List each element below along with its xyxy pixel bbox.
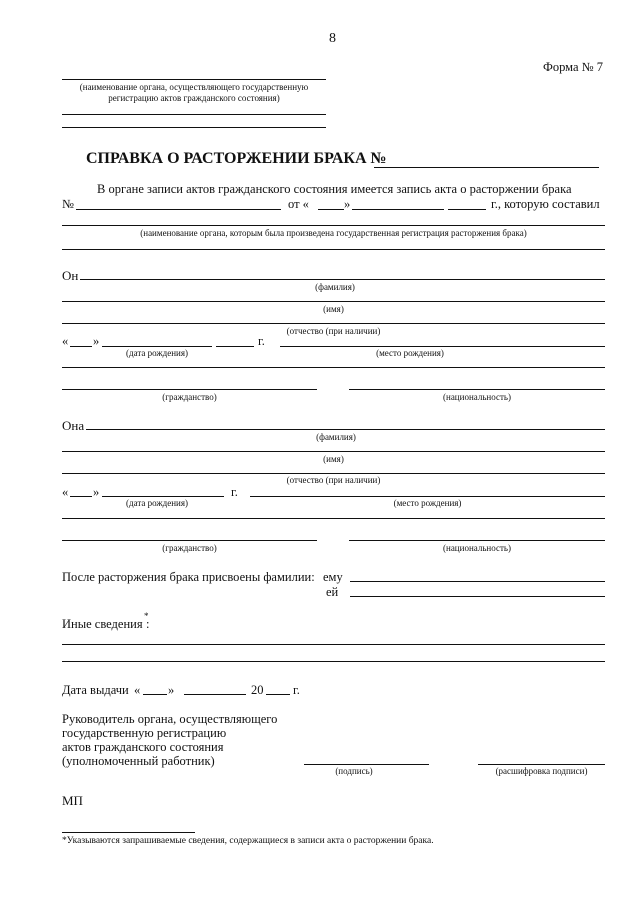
- she-name-field[interactable]: [62, 451, 605, 452]
- issuer-line-3[interactable]: [62, 127, 326, 128]
- she-dob-day-field[interactable]: [70, 496, 92, 497]
- signature-caption: (подпись): [335, 766, 373, 776]
- record-day-field[interactable]: [318, 209, 344, 210]
- issuer-line-2[interactable]: [62, 114, 326, 115]
- footnote-separator: [62, 832, 195, 833]
- record-number-label: №: [62, 197, 74, 211]
- certificate-number-field[interactable]: [374, 167, 599, 168]
- he-dob-month-field[interactable]: [102, 346, 212, 347]
- she-patronymic-caption: (отчество (при наличии): [286, 475, 381, 485]
- he-name-field[interactable]: [62, 301, 605, 302]
- she-dob-quote-close: »: [93, 485, 100, 499]
- footnote-text: *Указываются запрашиваемые сведения, содержащиеся в записи акта о расторжении брака.: [62, 836, 434, 846]
- record-month-field[interactable]: [352, 209, 444, 210]
- issue-date-quote-open: «: [134, 683, 141, 697]
- he-nationality-field[interactable]: [349, 389, 605, 390]
- he-pob-field[interactable]: [280, 346, 605, 347]
- intro-text: В органе записи актов гражданского состояния имеется запись акта о расторжении брака: [97, 182, 572, 196]
- other-info-label: Иные сведения: [62, 617, 143, 631]
- she-dob-year-mark: г.: [231, 485, 238, 499]
- he-dob-year-mark: г.: [258, 334, 265, 348]
- she-pob-field-2[interactable]: [62, 518, 605, 519]
- other-info-asterisk: *: [144, 611, 149, 621]
- he-patronymic-field[interactable]: [62, 323, 605, 324]
- other-info-field-1[interactable]: [62, 644, 605, 645]
- form-number: Форма № 7: [543, 60, 603, 74]
- issue-day-field[interactable]: [143, 694, 167, 695]
- he-surname-caption: (фамилия): [315, 282, 355, 292]
- he-dob-quote-open: «: [62, 334, 69, 348]
- she-nationality-field[interactable]: [349, 540, 605, 541]
- signature-decoding-caption: (расшифровка подписи): [495, 766, 588, 776]
- issuer-line[interactable]: [62, 79, 326, 80]
- stamp-place: МП: [62, 793, 83, 808]
- she-label: Она: [62, 418, 85, 433]
- signature-field[interactable]: [304, 764, 429, 765]
- she-name-caption: (имя): [323, 454, 344, 464]
- record-quote-close: »: [344, 197, 351, 211]
- registering-body-field-2[interactable]: [62, 249, 605, 250]
- registering-body-field[interactable]: [62, 225, 605, 226]
- she-patronymic-field[interactable]: [62, 473, 605, 474]
- signature-decoding-field[interactable]: [478, 764, 605, 765]
- head-line-3: актов гражданского состояния: [62, 740, 224, 754]
- surnames-after-label: После расторжения брака присвоены фамилии:: [62, 570, 315, 584]
- she-dob-month-field[interactable]: [102, 496, 224, 497]
- she-pob-caption: (место рождения): [393, 498, 462, 508]
- record-date-from-label: от «: [288, 197, 309, 211]
- he-label: Он: [62, 268, 79, 283]
- registering-body-caption: (наименование органа, которым была произведена государственная регистрация расторжения брака): [140, 228, 527, 238]
- he-pob-field-2[interactable]: [62, 367, 605, 368]
- surname-him-field[interactable]: [350, 581, 605, 582]
- she-citizenship-caption: (гражданство): [162, 543, 217, 553]
- other-info-field-2[interactable]: [62, 661, 605, 662]
- surname-her-label: ей: [326, 585, 339, 599]
- she-surname-caption: (фамилия): [316, 432, 356, 442]
- he-nationality-caption: (национальность): [443, 392, 511, 402]
- issue-month-field[interactable]: [184, 694, 246, 695]
- issue-date-label: Дата выдачи: [62, 683, 129, 697]
- she-nationality-caption: (национальность): [443, 543, 511, 553]
- record-number-field[interactable]: [76, 209, 281, 210]
- record-year-field[interactable]: [448, 209, 486, 210]
- she-dob-quote-open: «: [62, 485, 69, 499]
- issue-year-prefix: 20: [251, 683, 264, 697]
- he-dob-year-field[interactable]: [216, 346, 254, 347]
- issue-year-mark: г.: [293, 683, 300, 697]
- he-surname-field[interactable]: [80, 279, 605, 280]
- he-patronymic-caption: (отчество (при наличии): [286, 326, 381, 336]
- head-line-2: государственную регистрацию: [62, 726, 227, 740]
- he-citizenship-field[interactable]: [62, 389, 317, 390]
- record-year-suffix: г., которую составил: [491, 197, 600, 211]
- he-dob-day-field[interactable]: [70, 346, 92, 347]
- she-citizenship-field[interactable]: [62, 540, 317, 541]
- she-dob-caption: (дата рождения): [126, 498, 188, 508]
- issue-year-field[interactable]: [266, 694, 290, 695]
- he-dob-caption: (дата рождения): [126, 348, 188, 358]
- head-line-4: (уполномоченный работник): [62, 754, 215, 768]
- issuer-caption-1: (наименование органа, осуществляющего государственную: [79, 82, 309, 92]
- other-info-colon: :: [146, 617, 150, 631]
- document-title: СПРАВКА О РАСТОРЖЕНИИ БРАКА №: [86, 150, 387, 167]
- he-pob-caption: (место рождения): [376, 348, 444, 358]
- she-surname-field[interactable]: [86, 429, 605, 430]
- he-citizenship-caption: (гражданство): [162, 392, 217, 402]
- head-line-1: Руководитель органа, осуществляющего: [62, 712, 278, 726]
- he-name-caption: (имя): [323, 304, 344, 314]
- surname-him-label: ему: [323, 570, 343, 584]
- issuer-caption-2: регистрацию актов гражданского состояния): [108, 93, 280, 103]
- issue-date-quote-close: »: [168, 683, 175, 697]
- she-pob-field[interactable]: [250, 496, 605, 497]
- he-dob-quote-close: »: [93, 334, 100, 348]
- surname-her-field[interactable]: [350, 596, 605, 597]
- page-number: 8: [329, 31, 336, 46]
